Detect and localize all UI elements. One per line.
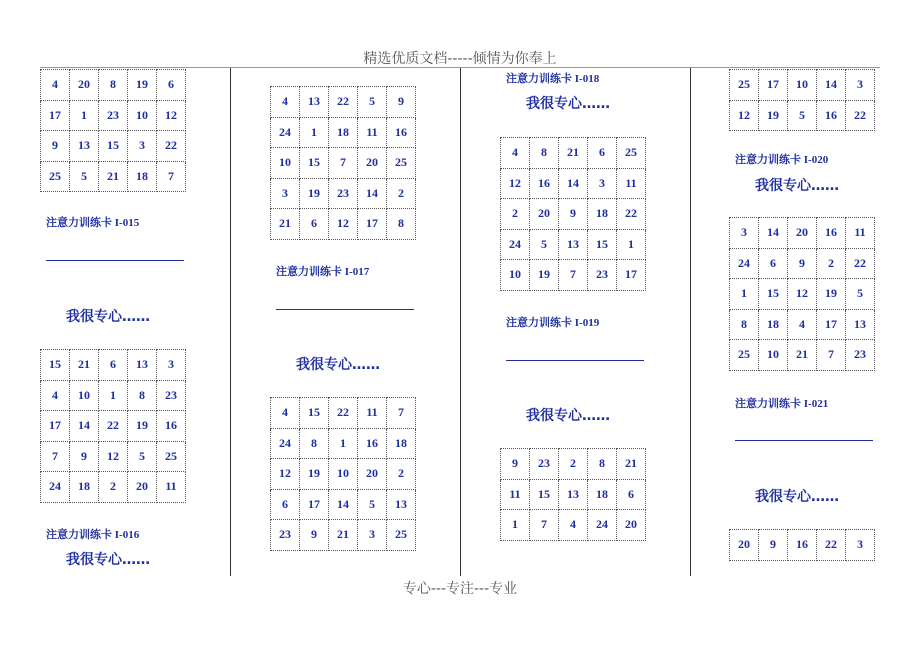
grid-cell: 7 xyxy=(817,340,846,371)
grid-cell: 7 xyxy=(157,161,186,192)
grid-row xyxy=(41,472,186,503)
grid-row xyxy=(501,260,646,291)
grid-cell: 22 xyxy=(99,411,128,442)
card-label-020: 注意力训练卡 I-020 xyxy=(735,154,829,166)
grid-cell: 7 xyxy=(530,510,559,541)
grid-cell: 4 xyxy=(271,398,300,429)
grid-cell: 1 xyxy=(329,428,358,459)
grid-cell: 3 xyxy=(846,530,875,561)
grid-cell: 9 xyxy=(559,199,588,230)
grid-cell: 18 xyxy=(588,199,617,230)
grid-cell: 11 xyxy=(157,472,186,503)
grid-cell: 10 xyxy=(501,260,530,291)
grid-cell: 8 xyxy=(128,380,157,411)
grid-cell: 2 xyxy=(559,449,588,480)
grid-cell: 8 xyxy=(730,309,759,340)
grid-row xyxy=(730,340,875,371)
grid-cell: 23 xyxy=(846,340,875,371)
card-label-019: 注意力训练卡 I-019 xyxy=(506,317,600,329)
grid-cell: 12 xyxy=(99,441,128,472)
grid-cell: 25 xyxy=(617,138,646,169)
focus-text-019: 我很专心…… xyxy=(526,408,610,424)
number-grid-020a xyxy=(729,69,875,131)
grid-cell: 4 xyxy=(559,510,588,541)
grid-cell: 22 xyxy=(617,199,646,230)
grid-cell: 15 xyxy=(41,350,70,381)
grid-cell: 14 xyxy=(358,178,387,209)
grid-cell: 23 xyxy=(530,449,559,480)
number-grid-017b xyxy=(270,397,416,551)
grid-cell: 14 xyxy=(759,218,788,249)
grid-cell: 2 xyxy=(501,199,530,230)
grid-cell: 17 xyxy=(817,309,846,340)
card-label-021: 注意力训练卡 I-021 xyxy=(735,398,829,410)
grid-cell: 14 xyxy=(559,168,588,199)
grid-cell: 21 xyxy=(70,350,99,381)
card-label-017: 注意力训练卡 I-017 xyxy=(276,266,370,278)
grid-cell: 3 xyxy=(358,520,387,551)
grid-cell: 19 xyxy=(759,100,788,131)
number-grid-017a xyxy=(270,86,416,240)
grid-cell: 20 xyxy=(617,510,646,541)
grid-cell: 9 xyxy=(70,441,99,472)
grid-cell: 19 xyxy=(530,260,559,291)
grid-cell: 17 xyxy=(759,70,788,101)
grid-cell: 24 xyxy=(730,248,759,279)
grid-cell: 2 xyxy=(387,178,416,209)
grid-cell: 12 xyxy=(157,100,186,131)
grid-cell: 4 xyxy=(41,70,70,101)
grid-row xyxy=(41,350,186,381)
grid-cell: 19 xyxy=(128,411,157,442)
grid-row xyxy=(271,459,416,490)
grid-cell: 3 xyxy=(588,168,617,199)
grid-cell: 4 xyxy=(271,87,300,118)
grid-cell: 25 xyxy=(41,161,70,192)
grid-cell: 16 xyxy=(817,218,846,249)
grid-cell: 23 xyxy=(271,520,300,551)
focus-text-017: 我很专心…… xyxy=(296,357,380,373)
name-line-017 xyxy=(276,309,414,310)
grid-cell: 20 xyxy=(70,70,99,101)
grid-cell: 21 xyxy=(788,340,817,371)
grid-row xyxy=(271,178,416,209)
grid-cell: 21 xyxy=(329,520,358,551)
grid-cell: 17 xyxy=(41,100,70,131)
grid-cell: 12 xyxy=(271,459,300,490)
grid-cell: 15 xyxy=(99,131,128,162)
grid-cell: 20 xyxy=(128,472,157,503)
grid-cell: 4 xyxy=(41,380,70,411)
grid-cell: 22 xyxy=(846,100,875,131)
grid-cell: 11 xyxy=(617,168,646,199)
grid-cell: 24 xyxy=(41,472,70,503)
grid-cell: 21 xyxy=(559,138,588,169)
grid-cell: 16 xyxy=(157,411,186,442)
grid-cell: 14 xyxy=(70,411,99,442)
grid-cell: 9 xyxy=(501,449,530,480)
grid-cell: 17 xyxy=(300,489,329,520)
grid-cell: 15 xyxy=(300,398,329,429)
grid-cell: 2 xyxy=(99,472,128,503)
grid-cell: 1 xyxy=(617,229,646,260)
grid-cell: 11 xyxy=(501,479,530,510)
grid-cell: 22 xyxy=(846,248,875,279)
name-line-015 xyxy=(46,260,184,261)
grid-row xyxy=(730,279,875,310)
grid-cell: 10 xyxy=(788,70,817,101)
grid-row xyxy=(271,87,416,118)
grid-cell: 7 xyxy=(559,260,588,291)
grid-row xyxy=(41,441,186,472)
grid-cell: 23 xyxy=(588,260,617,291)
grid-cell: 10 xyxy=(271,148,300,179)
grid-row xyxy=(41,70,186,101)
grid-cell: 1 xyxy=(730,279,759,310)
grid-cell: 22 xyxy=(329,87,358,118)
column-divider-1 xyxy=(230,68,231,576)
grid-cell: 24 xyxy=(501,229,530,260)
grid-cell: 5 xyxy=(70,161,99,192)
grid-cell: 18 xyxy=(759,309,788,340)
grid-cell: 17 xyxy=(41,411,70,442)
grid-cell: 22 xyxy=(157,131,186,162)
card-label-016: 注意力训练卡 I-016 xyxy=(46,529,140,541)
grid-cell: 6 xyxy=(759,248,788,279)
grid-row xyxy=(271,209,416,240)
grid-cell: 25 xyxy=(387,520,416,551)
grid-cell: 3 xyxy=(730,218,759,249)
grid-cell: 6 xyxy=(588,138,617,169)
focus-text-016: 我很专心…… xyxy=(66,552,150,568)
grid-cell: 16 xyxy=(530,168,559,199)
grid-row xyxy=(41,161,186,192)
grid-cell: 6 xyxy=(271,489,300,520)
grid-cell: 24 xyxy=(271,428,300,459)
grid-cell: 14 xyxy=(329,489,358,520)
grid-cell: 2 xyxy=(817,248,846,279)
grid-cell: 3 xyxy=(846,70,875,101)
grid-cell: 9 xyxy=(387,87,416,118)
name-line-019 xyxy=(506,360,644,361)
grid-cell: 10 xyxy=(759,340,788,371)
grid-cell: 4 xyxy=(501,138,530,169)
number-grid-021 xyxy=(729,529,875,561)
grid-cell: 8 xyxy=(588,449,617,480)
grid-row xyxy=(501,168,646,199)
grid-cell: 15 xyxy=(530,479,559,510)
grid-cell: 20 xyxy=(358,459,387,490)
grid-cell: 25 xyxy=(157,441,186,472)
grid-cell: 8 xyxy=(387,209,416,240)
focus-text-015: 我很专心…… xyxy=(66,309,150,325)
grid-cell: 11 xyxy=(846,218,875,249)
grid-cell: 24 xyxy=(271,117,300,148)
grid-row xyxy=(501,199,646,230)
page-header: 精选优质文档-----倾情为你奉上 xyxy=(363,51,557,67)
grid-cell: 4 xyxy=(788,309,817,340)
grid-cell: 7 xyxy=(329,148,358,179)
grid-cell: 6 xyxy=(617,479,646,510)
card-label-018: 注意力训练卡 I-018 xyxy=(506,73,600,85)
grid-cell: 16 xyxy=(788,530,817,561)
page-footer: 专心---专注---专业 xyxy=(402,581,518,597)
card-label-015: 注意力训练卡 I-015 xyxy=(46,217,140,229)
grid-cell: 13 xyxy=(846,309,875,340)
grid-cell: 3 xyxy=(271,178,300,209)
grid-cell: 18 xyxy=(70,472,99,503)
grid-row xyxy=(501,449,646,480)
number-grid-016 xyxy=(40,349,186,503)
grid-cell: 13 xyxy=(559,229,588,260)
grid-cell: 13 xyxy=(559,479,588,510)
grid-cell: 1 xyxy=(300,117,329,148)
grid-cell: 10 xyxy=(128,100,157,131)
grid-cell: 21 xyxy=(271,209,300,240)
grid-cell: 10 xyxy=(329,459,358,490)
grid-cell: 19 xyxy=(128,70,157,101)
grid-row xyxy=(501,229,646,260)
grid-cell: 20 xyxy=(788,218,817,249)
grid-cell: 5 xyxy=(846,279,875,310)
grid-cell: 23 xyxy=(99,100,128,131)
grid-cell: 12 xyxy=(730,100,759,131)
grid-cell: 12 xyxy=(329,209,358,240)
grid-cell: 13 xyxy=(128,350,157,381)
grid-cell: 9 xyxy=(41,131,70,162)
grid-cell: 25 xyxy=(387,148,416,179)
grid-row xyxy=(41,380,186,411)
grid-cell: 5 xyxy=(358,87,387,118)
grid-cell: 1 xyxy=(501,510,530,541)
grid-row xyxy=(730,248,875,279)
grid-row xyxy=(730,530,875,561)
grid-cell: 16 xyxy=(387,117,416,148)
grid-cell: 2 xyxy=(387,459,416,490)
grid-cell: 18 xyxy=(588,479,617,510)
grid-cell: 25 xyxy=(730,70,759,101)
name-line-021 xyxy=(735,440,873,441)
grid-row xyxy=(730,100,875,131)
grid-cell: 3 xyxy=(157,350,186,381)
grid-cell: 9 xyxy=(759,530,788,561)
grid-row xyxy=(271,489,416,520)
grid-cell: 20 xyxy=(730,530,759,561)
grid-cell: 22 xyxy=(329,398,358,429)
grid-cell: 14 xyxy=(817,70,846,101)
grid-cell: 18 xyxy=(387,428,416,459)
grid-cell: 5 xyxy=(358,489,387,520)
grid-cell: 23 xyxy=(157,380,186,411)
grid-cell: 16 xyxy=(358,428,387,459)
grid-cell: 16 xyxy=(817,100,846,131)
grid-cell: 12 xyxy=(788,279,817,310)
focus-text-021: 我很专心…… xyxy=(755,489,839,505)
grid-cell: 19 xyxy=(300,178,329,209)
grid-cell: 5 xyxy=(530,229,559,260)
grid-cell: 9 xyxy=(788,248,817,279)
number-grid-018 xyxy=(500,137,646,291)
focus-text-020: 我很专心…… xyxy=(755,178,839,194)
grid-cell: 15 xyxy=(759,279,788,310)
grid-cell: 19 xyxy=(817,279,846,310)
grid-cell: 7 xyxy=(387,398,416,429)
grid-cell: 1 xyxy=(70,100,99,131)
grid-cell: 20 xyxy=(530,199,559,230)
grid-cell: 13 xyxy=(300,87,329,118)
grid-cell: 5 xyxy=(128,441,157,472)
grid-cell: 13 xyxy=(70,131,99,162)
grid-row xyxy=(730,70,875,101)
grid-cell: 1 xyxy=(99,380,128,411)
grid-cell: 15 xyxy=(588,229,617,260)
grid-cell: 18 xyxy=(128,161,157,192)
grid-cell: 23 xyxy=(329,178,358,209)
grid-cell: 22 xyxy=(817,530,846,561)
grid-row xyxy=(41,100,186,131)
grid-cell: 25 xyxy=(730,340,759,371)
grid-row xyxy=(271,117,416,148)
grid-row xyxy=(41,131,186,162)
grid-cell: 7 xyxy=(41,441,70,472)
grid-row xyxy=(501,510,646,541)
number-grid-020b xyxy=(729,217,875,371)
grid-row xyxy=(501,138,646,169)
grid-cell: 20 xyxy=(358,148,387,179)
column-divider-3 xyxy=(690,68,691,576)
grid-cell: 6 xyxy=(99,350,128,381)
column-divider-2 xyxy=(460,68,461,576)
grid-row xyxy=(730,309,875,340)
grid-cell: 8 xyxy=(530,138,559,169)
number-grid-019 xyxy=(500,448,646,541)
grid-cell: 6 xyxy=(300,209,329,240)
grid-cell: 9 xyxy=(300,520,329,551)
grid-row xyxy=(730,218,875,249)
grid-row xyxy=(271,398,416,429)
grid-row xyxy=(501,479,646,510)
grid-cell: 13 xyxy=(387,489,416,520)
grid-cell: 10 xyxy=(70,380,99,411)
grid-cell: 11 xyxy=(358,117,387,148)
grid-row xyxy=(41,411,186,442)
focus-text-018: 我很专心…… xyxy=(526,96,610,112)
grid-cell: 21 xyxy=(617,449,646,480)
grid-cell: 11 xyxy=(358,398,387,429)
grid-cell: 5 xyxy=(788,100,817,131)
grid-cell: 8 xyxy=(99,70,128,101)
grid-cell: 19 xyxy=(300,459,329,490)
grid-row xyxy=(271,428,416,459)
grid-cell: 24 xyxy=(588,510,617,541)
grid-cell: 6 xyxy=(157,70,186,101)
grid-cell: 15 xyxy=(300,148,329,179)
grid-cell: 12 xyxy=(501,168,530,199)
grid-cell: 3 xyxy=(128,131,157,162)
grid-row xyxy=(271,520,416,551)
grid-cell: 8 xyxy=(300,428,329,459)
grid-cell: 18 xyxy=(329,117,358,148)
number-grid-015 xyxy=(40,69,186,192)
grid-row xyxy=(271,148,416,179)
grid-cell: 21 xyxy=(99,161,128,192)
grid-cell: 17 xyxy=(358,209,387,240)
grid-cell: 17 xyxy=(617,260,646,291)
